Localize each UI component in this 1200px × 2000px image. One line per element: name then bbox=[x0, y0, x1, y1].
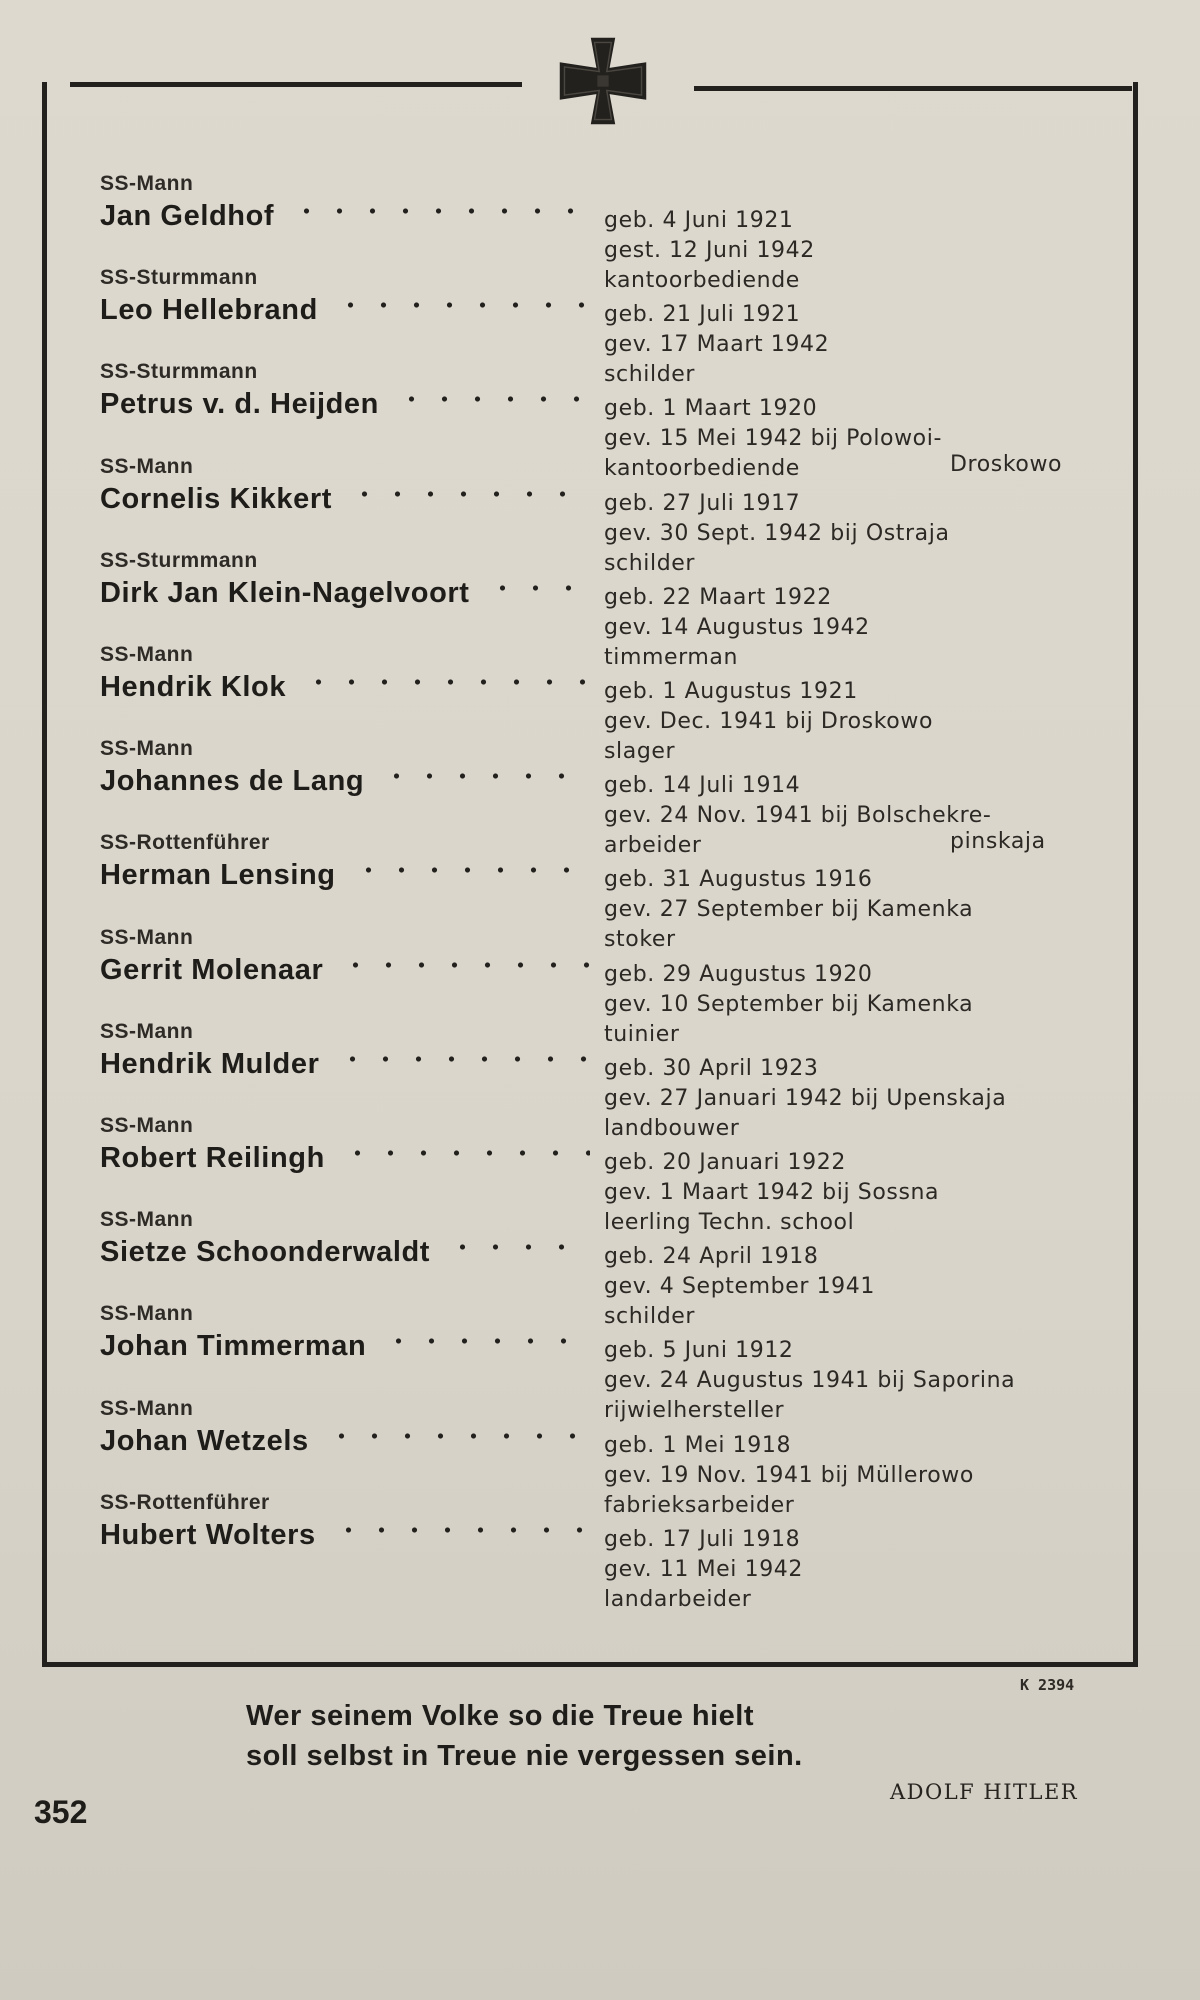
death-date: gev. 27 Januari 1942 bij Upenskaja bbox=[604, 1085, 1007, 1111]
birth-date: geb. 17 Juli 1918 bbox=[604, 1526, 801, 1552]
entry-rank: SS-Mann bbox=[100, 643, 194, 666]
iron-cross-icon bbox=[556, 34, 650, 128]
death-date: gev. 10 September bij Kamenka bbox=[604, 991, 974, 1017]
occupation: stoker bbox=[604, 927, 676, 953]
dot-leader bbox=[486, 585, 590, 591]
entry-rank: SS-Mann bbox=[100, 737, 194, 761]
entry-name: Johan Wetzels bbox=[100, 1424, 309, 1457]
frame-top-rule-left bbox=[70, 82, 522, 87]
occupation: fabrieksarbeider bbox=[604, 1492, 795, 1518]
dot-leader bbox=[352, 867, 590, 873]
dot-leader bbox=[395, 396, 590, 402]
dot-leader bbox=[382, 1338, 590, 1344]
birth-date: geb. 21 Juli 1921 bbox=[604, 302, 801, 328]
memorial-entry bbox=[0, 1019, 1200, 1141]
entry-details bbox=[604, 1525, 803, 1615]
place-continuation: pinskaja bbox=[950, 829, 1046, 855]
death-date: gev. 24 Augustus 1941 bij Saporina bbox=[604, 1368, 1016, 1394]
entry-rank: SS-Mann bbox=[100, 1302, 194, 1326]
entry-name: Hendrik Klok bbox=[100, 671, 287, 703]
entry-name: Leo Hellebrand bbox=[100, 294, 318, 327]
page-number: 352 bbox=[34, 1794, 88, 1830]
entry-name: Jan Geldhof bbox=[100, 200, 275, 232]
memorial-entry bbox=[0, 1490, 1200, 1612]
occupation: arbeider bbox=[604, 833, 702, 859]
birth-date: geb. 1 Mei 1918 bbox=[604, 1432, 792, 1458]
dot-leader bbox=[336, 1056, 590, 1062]
entry-rank: SS-Mann bbox=[100, 1396, 194, 1420]
occupation: schilder bbox=[604, 550, 696, 576]
entry-rank: SS-Sturmmann bbox=[100, 266, 258, 290]
memorial-entry bbox=[0, 925, 1200, 1047]
dot-leader bbox=[334, 302, 590, 308]
occupation: kantoorbediende bbox=[604, 456, 800, 482]
quote-line-1: Wer seinem Volke so die Treue hielt bbox=[246, 1700, 754, 1732]
dot-leader bbox=[325, 1433, 590, 1439]
entry-name: Johan Timmerman bbox=[100, 1330, 367, 1363]
birth-date: geb. 22 Maart 1922 bbox=[604, 584, 832, 610]
entry-name: Hendrik Mulder bbox=[100, 1047, 320, 1080]
occupation: landarbeider bbox=[604, 1586, 752, 1612]
quote-line-2: soll selbst in Treue nie vergessen sein. bbox=[246, 1740, 803, 1772]
occupation: timmerman bbox=[604, 644, 739, 670]
dot-leader bbox=[332, 1527, 590, 1533]
occupation: schilder bbox=[604, 1304, 696, 1330]
death-date: gev. 30 Sept. 1942 bij Ostraja bbox=[604, 520, 950, 546]
memorial-quote bbox=[246, 1696, 803, 1776]
occupation: leerling Techn. school bbox=[604, 1210, 855, 1235]
memorial-entry bbox=[0, 1114, 1200, 1235]
death-date: gev. 14 Augustus 1942 bbox=[604, 614, 870, 640]
entry-name: Herman Lensing bbox=[100, 859, 336, 892]
occupation: slager bbox=[604, 739, 676, 764]
entry-name: Robert Reilingh bbox=[100, 1142, 325, 1174]
occupation: tuinier bbox=[604, 1021, 680, 1047]
birth-date: geb. 1 Maart 1920 bbox=[604, 396, 818, 422]
birth-date: geb. 31 Augustus 1916 bbox=[604, 867, 873, 893]
death-date: gev. 1 Maart 1942 bij Sossna bbox=[604, 1180, 940, 1205]
birth-date: geb. 20 Januari 1922 bbox=[604, 1150, 846, 1175]
entry-rank: SS-Mann bbox=[100, 1114, 194, 1137]
entry-rank: SS-Mann bbox=[100, 925, 194, 949]
death-date: gev. 15 Mei 1942 bij Polowoi- bbox=[604, 426, 942, 452]
birth-date: geb. 4 Juni 1921 bbox=[604, 208, 794, 233]
entry-rank: SS-Sturmmann bbox=[100, 548, 258, 572]
memorial-entry bbox=[0, 643, 1200, 764]
entry-name: Petrus v. d. Heijden bbox=[100, 388, 379, 421]
death-date: gev. 27 September bij Kamenka bbox=[604, 897, 974, 923]
entry-rank: SS-Mann bbox=[100, 1019, 194, 1043]
death-date: gev. 11 Mei 1942 bbox=[604, 1556, 803, 1582]
entry-rank: SS-Mann bbox=[100, 1208, 194, 1232]
place-continuation: Droskowo bbox=[950, 452, 1063, 478]
frame-top-rule-right bbox=[694, 86, 1132, 91]
entry-rank: SS-Mann bbox=[100, 454, 194, 478]
birth-date: geb. 5 Juni 1912 bbox=[604, 1338, 794, 1364]
occupation: schilder bbox=[604, 362, 696, 388]
death-date: gev. 19 Nov. 1941 bij Müllerowo bbox=[604, 1462, 974, 1488]
birth-date: geb. 29 Augustus 1920 bbox=[604, 961, 873, 987]
birth-date: geb. 14 Juli 1914 bbox=[604, 773, 801, 799]
dot-leader bbox=[302, 679, 590, 685]
entry-rank: SS-Rottenführer bbox=[100, 1490, 270, 1514]
dot-leader bbox=[339, 962, 590, 968]
entry-rank: SS-Mann bbox=[100, 172, 194, 195]
memorial-entry bbox=[0, 1208, 1200, 1330]
dot-leader bbox=[341, 1150, 590, 1156]
death-date: gev. 24 Nov. 1941 bij Bolschekre- bbox=[604, 803, 992, 829]
entry-name: Dirk Jan Klein-Nagelvoort bbox=[100, 576, 470, 609]
memorial-entry bbox=[0, 1302, 1200, 1424]
entry-name: Johannes de Lang bbox=[100, 765, 365, 798]
dot-leader bbox=[380, 773, 590, 779]
dot-leader bbox=[446, 1244, 590, 1250]
birth-date: geb. 30 April 1923 bbox=[604, 1055, 819, 1081]
occupation: landbouwer bbox=[604, 1115, 740, 1141]
death-date: gev. 4 September 1941 bbox=[604, 1274, 875, 1300]
occupation: kantoorbediende bbox=[604, 268, 800, 293]
dot-leader bbox=[290, 208, 590, 214]
birth-date: geb. 1 Augustus 1921 bbox=[604, 679, 858, 704]
entry-name: Gerrit Molenaar bbox=[100, 953, 324, 986]
entry-rank: SS-Sturmmann bbox=[100, 360, 258, 384]
entry-name: Hubert Wolters bbox=[100, 1518, 316, 1551]
death-date: gest. 12 Juni 1942 bbox=[604, 238, 815, 263]
reference-code: K 2394 bbox=[1020, 1676, 1075, 1694]
entry-name: Sietze Schoonderwaldt bbox=[100, 1236, 431, 1269]
entry-name: Cornelis Kikkert bbox=[100, 482, 333, 515]
entry-rank: SS-Rottenführer bbox=[100, 831, 270, 855]
death-date: gev. 17 Maart 1942 bbox=[604, 332, 830, 358]
birth-date: geb. 24 April 1918 bbox=[604, 1244, 819, 1270]
dot-leader bbox=[348, 491, 590, 497]
death-date: gev. Dec. 1941 bij Droskowo bbox=[604, 709, 934, 734]
memorial-entry bbox=[0, 266, 1200, 388]
birth-date: geb. 27 Juli 1917 bbox=[604, 490, 801, 516]
quote-author: ADOLF HITLER bbox=[890, 1780, 1079, 1804]
occupation: rijwielhersteller bbox=[604, 1398, 785, 1424]
